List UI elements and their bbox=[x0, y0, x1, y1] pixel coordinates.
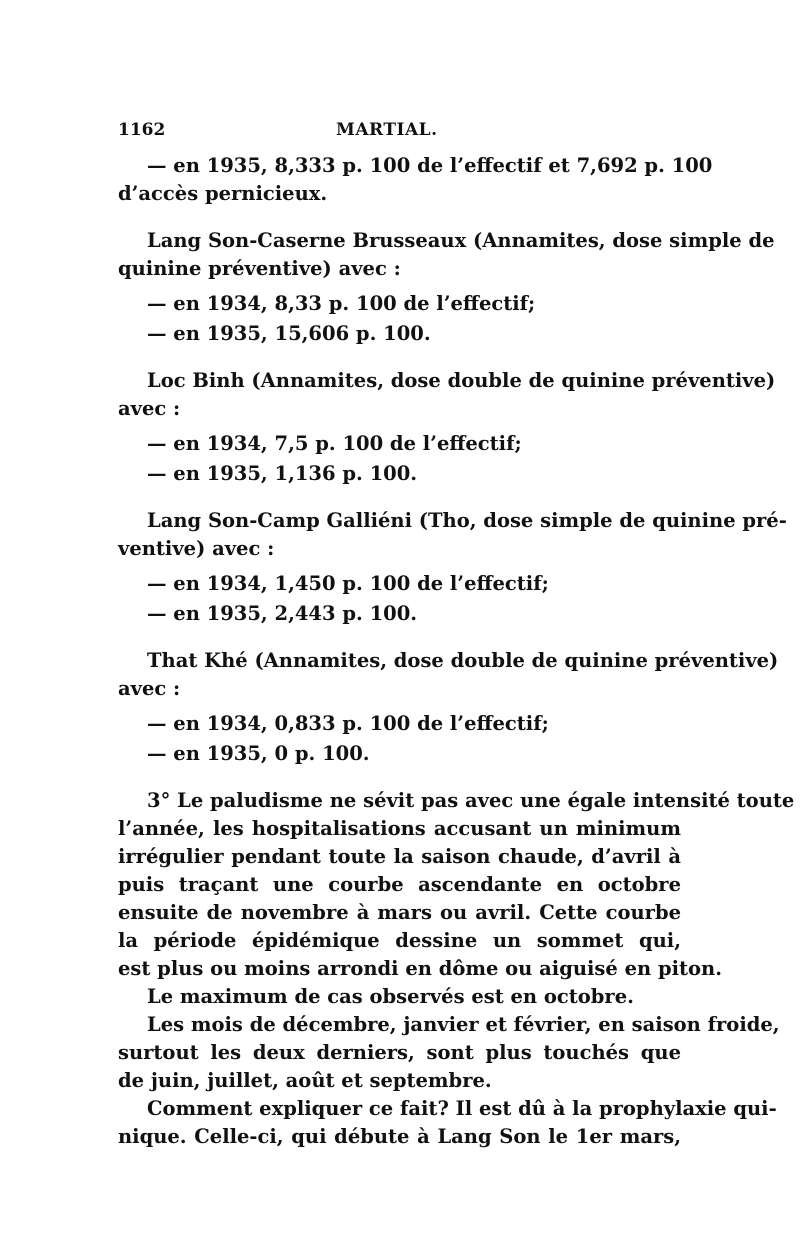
page-header bbox=[118, 118, 681, 142]
text-line: Loc Binh (Annamites, dose double de quinine préventive) bbox=[147, 369, 776, 392]
text-line: — en 1934, 1,450 p. 100 de l’effectif; bbox=[147, 572, 549, 595]
text-line: quinine préventive) avec : bbox=[118, 257, 401, 280]
text-line: Comment expliquer ce fait? Il est dû à la prophylaxie qui- bbox=[147, 1097, 777, 1120]
page-number: 1162 bbox=[118, 120, 166, 140]
text-line: Lang Son-Caserne Brusseaux (Annamites, dose simple de bbox=[147, 229, 775, 252]
running-title: MARTIAL. bbox=[336, 120, 438, 140]
text-line: nique. Celle-ci, qui débute à Lang Son le 1er mars, bbox=[118, 1125, 681, 1148]
text-line: avec : bbox=[118, 397, 181, 420]
text-line: — en 1935, 0 p. 100. bbox=[147, 742, 370, 765]
text-line: puis traçant une courbe ascendante en octobre bbox=[118, 873, 681, 896]
text-line: irrégulier pendant toute la saison chaude, d’avril à bbox=[118, 845, 681, 868]
text-line: — en 1935, 15,606 p. 100. bbox=[147, 322, 431, 345]
text-line: Le maximum de cas observés est en octobre. bbox=[147, 985, 634, 1008]
text-line: l’année, les hospitalisations accusant un minimum bbox=[118, 817, 681, 840]
text-line: la période épidémique dessine un sommet qui, bbox=[118, 929, 681, 952]
text-line: — en 1934, 7,5 p. 100 de l’effectif; bbox=[147, 432, 522, 455]
text-line: est plus ou moins arrondi en dôme ou aiguisé en piton. bbox=[118, 957, 722, 980]
text-line: — en 1935, 8,333 p. 100 de l’effectif et 7,692 p. 100 bbox=[147, 154, 713, 177]
text-line: — en 1935, 1,136 p. 100. bbox=[147, 462, 418, 485]
text-line: That Khé (Annamites, dose double de quinine préventive) bbox=[147, 649, 779, 672]
text-line: Les mois de décembre, janvier et février, en saison froide, bbox=[147, 1013, 780, 1036]
text-line: de juin, juillet, août et septembre. bbox=[118, 1069, 492, 1092]
text-line: 3° Le paludisme ne sévit pas avec une égale intensité toute bbox=[147, 789, 795, 812]
text-line: Lang Son-Camp Galliéni (Tho, dose simple de quinine pré- bbox=[147, 509, 787, 532]
text-line: d’accès pernicieux. bbox=[118, 182, 328, 205]
text-line: ventive) avec : bbox=[118, 537, 275, 560]
text-line: — en 1935, 2,443 p. 100. bbox=[147, 602, 418, 625]
text-line: — en 1934, 0,833 p. 100 de l’effectif; bbox=[147, 712, 549, 735]
text-line: — en 1934, 8,33 p. 100 de l’effectif; bbox=[147, 292, 536, 315]
text-line: surtout les deux derniers, sont plus touchés que bbox=[118, 1041, 681, 1064]
text-line: avec : bbox=[118, 677, 181, 700]
text-line: ensuite de novembre à mars ou avril. Cette courbe bbox=[118, 901, 681, 924]
